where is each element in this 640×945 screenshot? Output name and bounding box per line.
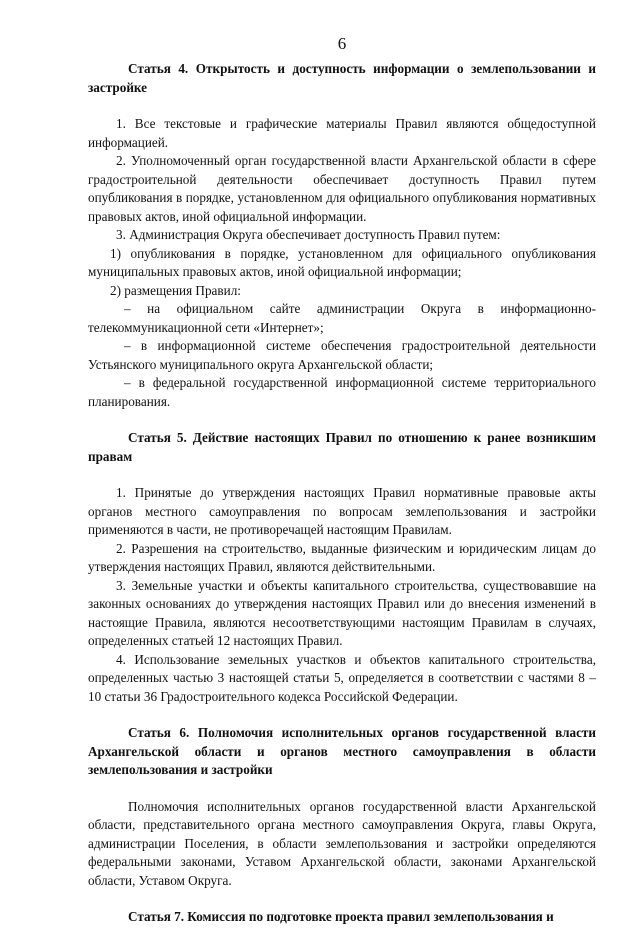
article-4-item-1: 1) опубликования в порядке, установленном для официального опубликования муниципальных правовых актов, иной официальной информации; (88, 245, 596, 279)
document-page (88, 34, 596, 945)
article-5-paragraph-2: 2. Разрешения на строительство, выданные физическим и юридическим лицам до утверждения настоящих Правил, являются действительными. (88, 540, 596, 574)
article-4-item-2: 2) размещения Правил: (110, 282, 241, 298)
article-6-heading: Статья 6. Полномочия исполнительных органов государственной власти Архангельской области и органов местного самоуправления в области землепользования и застройки (88, 725, 596, 777)
article-4-dash-2: – в информационной системе обеспечения градостроительной деятельности Устьянского муниципального округа Архангельской области; (88, 338, 596, 372)
article-4-heading: Статья 4. Открытость и доступность информации о землепользовании и застройке (88, 61, 596, 95)
article-4-dash-1: – на официальном сайте администрации Округа в информационно-телекоммуникационной сети «Интернет»; (88, 301, 596, 335)
article-5-paragraph-1: 1. Принятые до утверждения настоящих Правил нормативные правовые акты органов местного самоуправления по вопросам землепользования и застройки применяются в части, не противоречащей настоящим Правилам. (88, 485, 596, 537)
article-5-paragraph-3: 3. Земельные участки и объекты капитального строительства, существовавшие на законных основаниях до утверждения настоящих Правил или до внесения изменений в настоящие Правила, являются несоответствующими настоящим Правилам в случаях, определенных статьей 12 настоящих Правил. (88, 577, 596, 648)
article-5-paragraph-4: 4. Использование земельных участков и объектов капитального строительства, определенных частью 3 настоящей статьи 5, определяется в соответствии с частями 8 – 10 статьи 36 Градостроительного кодекса Российской Федерации. (88, 651, 596, 704)
article-4-paragraph-1: 1. Все текстовые и графические материалы Правил являются общедоступной информацией. (88, 116, 596, 150)
page-number: 6 (337, 34, 347, 53)
article-6-paragraph-1: Полномочия исполнительных органов государственной власти Архангельской области, представительного органа местного самоуправления Округа, главы Округа, администрации Поселения, в области землепользования и застройки определяются федеральными законами, Уставом Архангельской области, законами Архангельской области, Уставом Округа. (88, 798, 596, 888)
article-4-paragraph-3: 3. Администрация Округа обеспечивает доступность Правил путем: (116, 227, 501, 242)
article-4-dash-3: – в федеральной государственной информационной системе территориального планирования. (88, 375, 596, 409)
article-5-heading: Статья 5. Действие настоящих Правил по отношению к ранее возникшим правам (88, 430, 596, 464)
article-7-heading: Статья 7. Комиссия по подготовке проекта правил землепользования и (128, 909, 554, 924)
article-4-paragraph-2: 2. Уполномоченный орган государственной власти Архангельской области в сфере градостроительной деятельности обеспечивает доступность Правил путем опубликования в порядке, установленном для официального опубликования нормативных правовых актов, иной официальной информации. (88, 153, 596, 224)
